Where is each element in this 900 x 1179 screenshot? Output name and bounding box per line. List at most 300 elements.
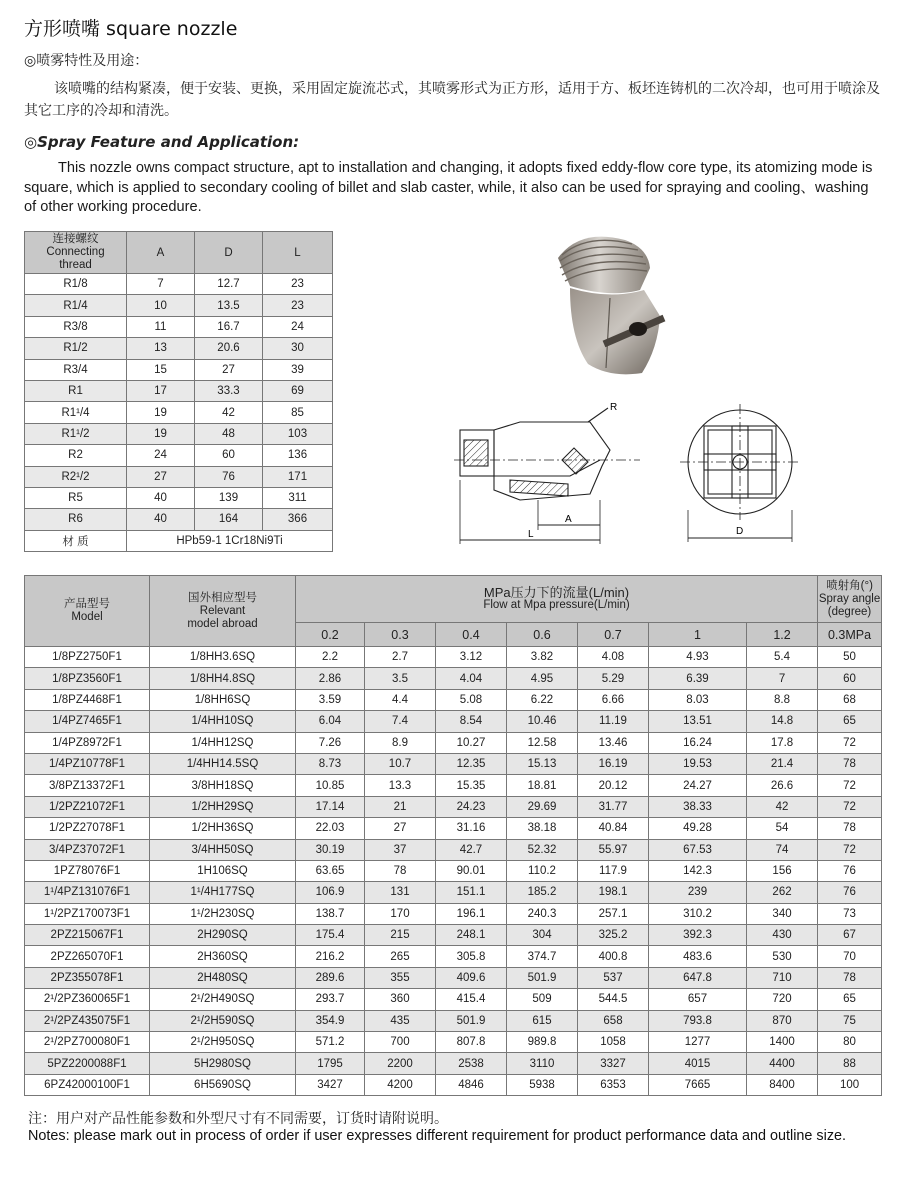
spray-angle-cell: 80 (818, 1032, 882, 1053)
dims-cell-thread: R1 (25, 380, 127, 401)
angle-header (818, 576, 882, 623)
model-cell: 2¹/2PZ435075F1 (25, 1010, 150, 1031)
dims-cell-l: 23 (263, 295, 333, 316)
flow-cell: 544.5 (578, 989, 649, 1010)
abroad-model-cell: 1/8HH4.8SQ (150, 668, 296, 689)
nozzle-photo (540, 228, 710, 383)
dims-cell-d: 164 (195, 509, 263, 530)
flow-cell: 4.95 (507, 668, 578, 689)
flow-cell: 3110 (507, 1053, 578, 1074)
flow-cell: 52.32 (507, 839, 578, 860)
flow-cell: 257.1 (578, 903, 649, 924)
flow-cell: 2538 (436, 1053, 507, 1074)
model-cell: 1/8PZ4468F1 (25, 689, 150, 710)
abroad-model-cell: 1¹/2H230SQ (150, 903, 296, 924)
angle-header-cn: 喷射角(°) (826, 579, 873, 592)
dims-row (25, 487, 333, 508)
flow-cell: 657 (649, 989, 747, 1010)
dims-cell-d: 60 (195, 445, 263, 466)
flow-row (25, 882, 882, 903)
spray-angle-cell: 65 (818, 711, 882, 732)
dims-row (25, 338, 333, 359)
spray-angle-cell: 72 (818, 732, 882, 753)
flow-cell: 110.2 (507, 860, 578, 881)
dims-cell-thread: R3/4 (25, 359, 127, 380)
model-cell: 1/4PZ7465F1 (25, 711, 150, 732)
dims-cell-thread: R1/8 (25, 274, 127, 295)
flow-cell: 6.66 (578, 689, 649, 710)
flow-cell: 4846 (436, 1074, 507, 1095)
flow-cell: 10.46 (507, 711, 578, 732)
dims-cell-a: 13 (127, 338, 195, 359)
flow-row (25, 668, 882, 689)
flow-cell: 310.2 (649, 903, 747, 924)
material-label: 材 质 (25, 530, 127, 551)
note-en: Notes: please mark out in process of order if user expresses different requirement for product performance data and outline size. (28, 1128, 847, 1144)
material-value: HPb59-1 1Cr18Ni9Ti (127, 530, 333, 551)
abroad-model-cell: 2¹/2H590SQ (150, 1010, 296, 1031)
dims-row (25, 359, 333, 380)
dims-row (25, 380, 333, 401)
abroad-model-cell: 2H480SQ (150, 967, 296, 988)
model-cell: 2PZ215067F1 (25, 925, 150, 946)
flow-cell: 185.2 (507, 882, 578, 903)
flow-cell: 700 (365, 1032, 436, 1053)
flow-cell: 530 (747, 946, 818, 967)
flow-cell: 4200 (365, 1074, 436, 1095)
dims-cell-d: 48 (195, 423, 263, 444)
flow-cell: 67.53 (649, 839, 747, 860)
flow-row (25, 946, 882, 967)
flow-row (25, 818, 882, 839)
dims-row (25, 295, 333, 316)
model-cell: 1/4PZ8972F1 (25, 732, 150, 753)
dims-cell-a: 19 (127, 423, 195, 444)
page-title: 方形喷嘴 square nozzle (24, 18, 238, 40)
nozzle-end-view-drawing (670, 400, 810, 548)
flow-cell: 501.9 (436, 1010, 507, 1031)
flow-row (25, 1074, 882, 1095)
flow-cell: 793.8 (649, 1010, 747, 1031)
flow-row (25, 967, 882, 988)
dim-l-header: L (263, 232, 333, 274)
dims-cell-l: 366 (263, 509, 333, 530)
flow-cell: 19.53 (649, 753, 747, 774)
model-cell: 3/8PZ13372F1 (25, 775, 150, 796)
pressure-header: 0.6 (507, 623, 578, 647)
en-section-heading: ◎Spray Feature and Application: (24, 133, 300, 151)
model-cell: 1/4PZ10778F1 (25, 753, 150, 774)
flow-row (25, 903, 882, 924)
flow-cell: 29.69 (507, 796, 578, 817)
dims-cell-a: 17 (127, 380, 195, 401)
flow-cell: 13.3 (365, 775, 436, 796)
flow-cell: 13.46 (578, 732, 649, 753)
label-r: R (610, 402, 618, 413)
dims-cell-d: 139 (195, 487, 263, 508)
dims-cell-d: 16.7 (195, 316, 263, 337)
flow-cell: 31.77 (578, 796, 649, 817)
spray-angle-cell: 50 (818, 647, 882, 668)
dims-row (25, 274, 333, 295)
flow-cell: 5938 (507, 1074, 578, 1095)
section-body-hatch (510, 480, 568, 496)
abroad-model-cell: 3/4HH50SQ (150, 839, 296, 860)
flow-cell: 17.14 (296, 796, 365, 817)
abroad-model-cell: 2H290SQ (150, 925, 296, 946)
pressure-header: 0.7 (578, 623, 649, 647)
flow-cell: 131 (365, 882, 436, 903)
flow-header-cn: MPa压力下的流量(L/min) (483, 585, 630, 600)
flow-cell: 501.9 (507, 967, 578, 988)
label-d: D (736, 526, 744, 537)
flow-cell: 18.81 (507, 775, 578, 796)
model-cell: 2PZ265070F1 (25, 946, 150, 967)
abroad-header-en1: Relevant (199, 604, 246, 617)
flow-row (25, 753, 882, 774)
dims-cell-a: 24 (127, 445, 195, 466)
dims-cell-a: 27 (127, 466, 195, 487)
flow-cell: 1277 (649, 1032, 747, 1053)
abroad-model-cell: 2H360SQ (150, 946, 296, 967)
flow-cell: 5.08 (436, 689, 507, 710)
flow-cell: 3.12 (436, 647, 507, 668)
flow-cell: 21 (365, 796, 436, 817)
abroad-header-en2: model abroad (187, 617, 258, 630)
abroad-header-cn: 国外相应型号 (188, 591, 257, 604)
dims-cell-l: 39 (263, 359, 333, 380)
flow-cell: 4015 (649, 1053, 747, 1074)
flow-header-en: Flow at Mpa pressure(L/min) (483, 599, 630, 611)
flow-cell: 37 (365, 839, 436, 860)
flow-cell: 24.23 (436, 796, 507, 817)
flow-cell: 90.01 (436, 860, 507, 881)
cn-description: 该喷嘴的结构紧凑，便于安装、更换，采用固定旋流芯式，其喷雾形式为正方形，适用于方、板坯连铸机的二次冷却，也可用于喷涂及其它工序的冷却和清洗。 (24, 81, 880, 119)
spray-angle-cell: 75 (818, 1010, 882, 1031)
flow-cell: 16.19 (578, 753, 649, 774)
flow-cell: 710 (747, 967, 818, 988)
spray-angle-cell: 60 (818, 668, 882, 689)
flow-row (25, 689, 882, 710)
flow-cell: 537 (578, 967, 649, 988)
flow-cell: 807.8 (436, 1032, 507, 1053)
dims-row (25, 445, 333, 466)
flow-cell: 138.7 (296, 903, 365, 924)
flow-cell: 248.1 (436, 925, 507, 946)
flow-cell: 4.93 (649, 647, 747, 668)
flow-cell: 49.28 (649, 818, 747, 839)
angle-header-en1: Spray angle (818, 592, 881, 605)
flow-cell: 15.35 (436, 775, 507, 796)
flow-cell: 8400 (747, 1074, 818, 1095)
dims-cell-thread: R1/4 (25, 295, 127, 316)
dims-cell-thread: R3/8 (25, 316, 127, 337)
dims-cell-thread: R5 (25, 487, 127, 508)
flow-cell: 870 (747, 1010, 818, 1031)
dims-cell-l: 311 (263, 487, 333, 508)
dims-cell-l: 103 (263, 423, 333, 444)
label-a: A (565, 514, 572, 525)
flow-cell: 11.19 (578, 711, 649, 732)
flow-cell: 400.8 (578, 946, 649, 967)
pressure-header: 1.2 (747, 623, 818, 647)
dims-row (25, 316, 333, 337)
model-cell: 1/2PZ21072F1 (25, 796, 150, 817)
model-cell: 1/8PZ3560F1 (25, 668, 150, 689)
dims-cell-a: 19 (127, 402, 195, 423)
dims-cell-d: 76 (195, 466, 263, 487)
abroad-model-cell: 1¹/4H177SQ (150, 882, 296, 903)
flow-cell: 3.5 (365, 668, 436, 689)
abroad-model-cell: 1/2HH29SQ (150, 796, 296, 817)
abroad-model-cell: 1/4HH10SQ (150, 711, 296, 732)
flow-cell: 7 (747, 668, 818, 689)
flow-cell: 8.54 (436, 711, 507, 732)
spray-angle-cell: 76 (818, 882, 882, 903)
en-description: This nozzle owns compact structure, apt to installation and changing, it adopts fixed eddy-flow core type, its atomizing mode is square, which is applied to secondary cooling of billet and slab caster, while, it also can be used for spraying and cooling、washing of other working procedure. (24, 160, 873, 215)
model-cell: 1¹/4PZ131076F1 (25, 882, 150, 903)
spray-angle-cell: 70 (818, 946, 882, 967)
flow-cell: 13.51 (649, 711, 747, 732)
flow-cell: 4.08 (578, 647, 649, 668)
flow-cell: 2.86 (296, 668, 365, 689)
flow-cell: 1400 (747, 1032, 818, 1053)
model-cell: 2PZ355078F1 (25, 967, 150, 988)
flow-row (25, 1032, 882, 1053)
flow-cell: 720 (747, 989, 818, 1010)
abroad-model-cell: 1/4HH14.5SQ (150, 753, 296, 774)
abroad-model-cell: 2¹/2H950SQ (150, 1032, 296, 1053)
dims-cell-thread: R2 (25, 445, 127, 466)
dims-row (25, 466, 333, 487)
flow-cell: 325.2 (578, 925, 649, 946)
flow-cell: 22.03 (296, 818, 365, 839)
flow-cell: 26.6 (747, 775, 818, 796)
model-cell: 6PZ42000100F1 (25, 1074, 150, 1095)
spray-angle-cell: 78 (818, 818, 882, 839)
flow-cell: 240.3 (507, 903, 578, 924)
dims-cell-l: 171 (263, 466, 333, 487)
flow-cell: 392.3 (649, 925, 747, 946)
flow-cell: 8.73 (296, 753, 365, 774)
pressure-header: 0.2 (296, 623, 365, 647)
dim-a-header: A (127, 232, 195, 274)
spray-angle-cell: 88 (818, 1053, 882, 1074)
flow-cell: 360 (365, 989, 436, 1010)
dims-cell-l: 136 (263, 445, 333, 466)
flow-cell: 509 (507, 989, 578, 1010)
flow-cell: 5.29 (578, 668, 649, 689)
flow-cell: 54 (747, 818, 818, 839)
flow-cell: 12.35 (436, 753, 507, 774)
flow-cell: 6.39 (649, 668, 747, 689)
dims-cell-d: 20.6 (195, 338, 263, 359)
note-cn: 注：用户对产品性能参数和外型尺寸有不同需要，订货时请附说明。 (28, 1111, 448, 1127)
flow-cell: 5.4 (747, 647, 818, 668)
flow-cell: 4.4 (365, 689, 436, 710)
model-header (25, 576, 150, 647)
dims-cell-thread: R2¹/2 (25, 466, 127, 487)
dim-d-header: D (195, 232, 263, 274)
spray-angle-cell: 78 (818, 753, 882, 774)
flow-cell: 17.8 (747, 732, 818, 753)
flow-cell: 1058 (578, 1032, 649, 1053)
flow-row (25, 732, 882, 753)
flow-cell: 38.33 (649, 796, 747, 817)
flow-row (25, 989, 882, 1010)
flow-cell: 340 (747, 903, 818, 924)
dims-cell-a: 7 (127, 274, 195, 295)
dims-cell-a: 10 (127, 295, 195, 316)
flow-cell: 27 (365, 818, 436, 839)
flow-cell: 42.7 (436, 839, 507, 860)
flow-cell: 14.8 (747, 711, 818, 732)
flow-cell: 6.22 (507, 689, 578, 710)
flow-cell: 7.4 (365, 711, 436, 732)
flow-cell: 3327 (578, 1053, 649, 1074)
flow-cell: 3.82 (507, 647, 578, 668)
model-cell: 3/4PZ37072F1 (25, 839, 150, 860)
flow-cell: 658 (578, 1010, 649, 1031)
dims-cell-l: 23 (263, 274, 333, 295)
flow-header (296, 576, 818, 623)
dimensions-table (24, 231, 333, 552)
label-l: L (528, 529, 534, 540)
flow-cell: 38.18 (507, 818, 578, 839)
dims-cell-l: 24 (263, 316, 333, 337)
flow-cell: 415.4 (436, 989, 507, 1010)
spray-angle-cell: 76 (818, 860, 882, 881)
dims-cell-d: 33.3 (195, 380, 263, 401)
flow-cell: 354.9 (296, 1010, 365, 1031)
flow-cell: 483.6 (649, 946, 747, 967)
pressure-header: 0.3 (365, 623, 436, 647)
model-header-en: Model (71, 611, 103, 623)
radius-leader (588, 408, 608, 422)
abroad-model-cell: 1/4HH12SQ (150, 732, 296, 753)
flow-cell: 142.3 (649, 860, 747, 881)
flow-cell: 304 (507, 925, 578, 946)
spray-angle-cell: 72 (818, 775, 882, 796)
thread-header-en2: thread (59, 259, 92, 271)
flow-cell: 262 (747, 882, 818, 903)
flow-cell: 175.4 (296, 925, 365, 946)
dims-cell-l: 30 (263, 338, 333, 359)
spray-angle-cell: 72 (818, 839, 882, 860)
dims-row (25, 509, 333, 530)
dims-cell-a: 15 (127, 359, 195, 380)
section-thread-hatch (464, 440, 488, 466)
flow-cell: 355 (365, 967, 436, 988)
flow-cell: 6353 (578, 1074, 649, 1095)
flow-cell: 615 (507, 1010, 578, 1031)
flow-cell: 4400 (747, 1053, 818, 1074)
flow-cell: 430 (747, 925, 818, 946)
flow-cell: 78 (365, 860, 436, 881)
flow-cell: 156 (747, 860, 818, 881)
flow-cell: 196.1 (436, 903, 507, 924)
model-cell: 2¹/2PZ700080F1 (25, 1032, 150, 1053)
abroad-model-cell: 5H2980SQ (150, 1053, 296, 1074)
spray-angle-cell: 65 (818, 989, 882, 1010)
flow-cell: 8.03 (649, 689, 747, 710)
flow-cell: 8.8 (747, 689, 818, 710)
dims-cell-a: 40 (127, 487, 195, 508)
flow-cell: 21.4 (747, 753, 818, 774)
flow-cell: 3427 (296, 1074, 365, 1095)
abroad-model-cell: 6H5690SQ (150, 1074, 296, 1095)
flow-cell: 15.13 (507, 753, 578, 774)
abroad-model-cell: 1H106SQ (150, 860, 296, 881)
nozzle-section-drawing (450, 400, 650, 548)
flow-cell: 305.8 (436, 946, 507, 967)
dims-cell-l: 69 (263, 380, 333, 401)
flow-cell: 198.1 (578, 882, 649, 903)
flow-cell: 239 (649, 882, 747, 903)
cn-section-heading: ◎喷雾特性及用途： (24, 53, 149, 69)
flow-cell: 8.9 (365, 732, 436, 753)
flow-cell: 647.8 (649, 967, 747, 988)
flow-cell: 42 (747, 796, 818, 817)
flow-row (25, 1053, 882, 1074)
model-cell: 2¹/2PZ360065F1 (25, 989, 150, 1010)
flow-row (25, 711, 882, 732)
section-core-hatch (562, 448, 588, 474)
flow-cell: 435 (365, 1010, 436, 1031)
dims-row (25, 402, 333, 423)
dims-row (25, 423, 333, 444)
flow-cell: 24.27 (649, 775, 747, 796)
flow-cell: 55.97 (578, 839, 649, 860)
flow-cell: 117.9 (578, 860, 649, 881)
flow-cell: 31.16 (436, 818, 507, 839)
flow-cell: 151.1 (436, 882, 507, 903)
flow-cell: 409.6 (436, 967, 507, 988)
flow-cell: 1795 (296, 1053, 365, 1074)
model-cell: 1PZ78076F1 (25, 860, 150, 881)
flow-cell: 20.12 (578, 775, 649, 796)
flow-cell: 374.7 (507, 946, 578, 967)
model-cell: 1/2PZ27078F1 (25, 818, 150, 839)
flow-row (25, 925, 882, 946)
dims-cell-thread: R1¹/4 (25, 402, 127, 423)
angle-header-en2: (degree) (827, 605, 872, 618)
flow-cell: 2.7 (365, 647, 436, 668)
flow-row (25, 860, 882, 881)
flow-cell: 4.04 (436, 668, 507, 689)
flow-cell: 40.84 (578, 818, 649, 839)
dims-cell-d: 27 (195, 359, 263, 380)
flow-row (25, 796, 882, 817)
flow-row (25, 1010, 882, 1031)
dims-cell-a: 11 (127, 316, 195, 337)
flow-cell: 571.2 (296, 1032, 365, 1053)
pressure-header: 1 (649, 623, 747, 647)
model-cell: 5PZ2200088F1 (25, 1053, 150, 1074)
flow-cell: 6.04 (296, 711, 365, 732)
spray-angle-cell: 68 (818, 689, 882, 710)
flow-cell: 10.7 (365, 753, 436, 774)
thread-header-en1: Connecting (46, 246, 105, 258)
flow-cell: 74 (747, 839, 818, 860)
spray-angle-cell: 72 (818, 796, 882, 817)
flow-cell: 7665 (649, 1074, 747, 1095)
abroad-model-cell: 3/8HH18SQ (150, 775, 296, 796)
flow-cell: 10.27 (436, 732, 507, 753)
flow-cell: 215 (365, 925, 436, 946)
flow-row (25, 839, 882, 860)
flow-cell: 3.59 (296, 689, 365, 710)
